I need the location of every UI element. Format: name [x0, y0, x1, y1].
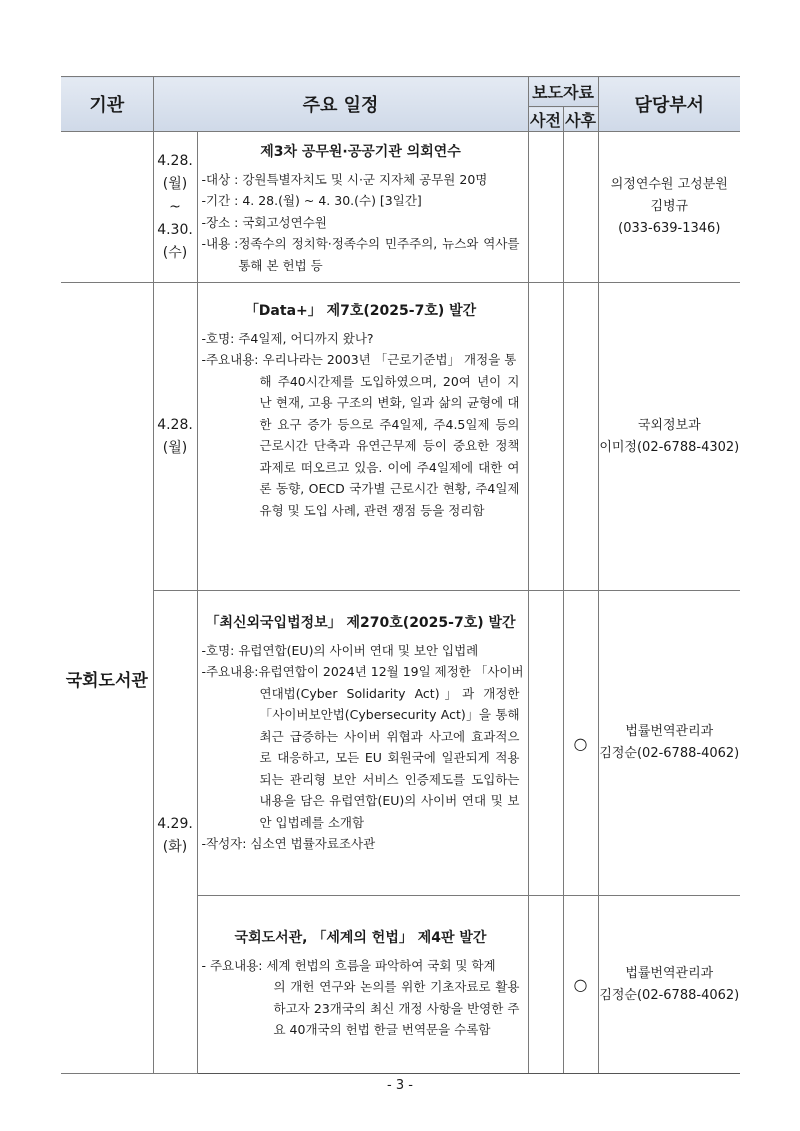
event-content-rest: 해 주40시간제를 도입하였으며, 20여 년이 지난 현재, 고용 구조의 변화, 일과 삶의 균형에 대한 요구 증가 등으로 주4일제, 주4.5일제 등의 근로시간 단축과 유연근무제 등이 중요한 정책 과제로 떠오르고 있음. 이에 주4일제에 대한 여론 동향, OECD 국가별 근로시간 현황, 주4일제 유형 및 도입 사례, 관련 쟁점 등을 정리함	[259, 373, 520, 518]
header-institution: 기관	[61, 77, 153, 132]
schedule-row	[61, 132, 740, 283]
event-content-rest: 연대법(Cyber Solidarity Act)」과 개정한 「사이버보안법(Cybersecurity Act)」을 통해 최근 급증하는 사이버 위협과 사고에 효과적으로 대응하고, 모든 EU 회원국에 일관되게 적용되는 관리형 보안 서비스 인증제도를 도입하는 내용을 담은 유럽연합(EU)의 사이버 연대 및 보안 입법례를 소개함	[259, 685, 520, 830]
date-cell: 4.28. (월) ~ 4.30. (수)	[153, 132, 197, 283]
press-after-mark: ○	[563, 591, 598, 896]
press-after-mark: ○	[563, 896, 598, 1074]
press-before-cell	[528, 132, 563, 283]
event-title: 「최신외국입법정보」 제270호(2025-7호) 발간	[205, 615, 516, 631]
schedule-table	[61, 76, 740, 1074]
event-content-first: - 주요내용: 세계 헌법의 흐름을 파악하여 국회 및 학계	[201, 957, 496, 973]
event-title: 국회도서관, 「세계의 헌법」 제4판 발간	[234, 930, 487, 946]
department-cell: 국외정보과 이미정(02-6788-4302)	[598, 283, 740, 591]
event-cell	[197, 283, 528, 591]
event-line: -기간 : 4. 28.(월) ~ 4. 30.(수) [3일간]	[201, 193, 422, 208]
header-press-before: 사전	[528, 107, 563, 132]
event-line: -대상 : 강원특별자치도 및 시·군 지자체 공무원 20명	[201, 171, 488, 187]
event-cell	[197, 591, 528, 896]
event-cell	[197, 896, 528, 1074]
department-cell: 법률번역관리과 김정순(02-6788-4062)	[598, 896, 740, 1074]
event-title: 제3차 공무원·공공기관 의회연수	[260, 144, 461, 160]
header-department: 담당부서	[598, 77, 740, 132]
press-before-cell	[528, 896, 563, 1074]
event-content-first: -주요내용: 우리나라는 2003년 「근로기준법」 개정을 통	[201, 352, 517, 367]
press-before-cell	[528, 591, 563, 896]
event-content-rest: 의 개헌 연구와 논의를 위한 기초자료로 활용하고자 23개국의 최신 개정 사항을 반영한 주요 40개국의 헌법 한글 번역문을 수록함	[273, 979, 520, 1037]
event-line: -장소 : 국회고성연수원	[201, 214, 327, 230]
department-cell: 의정연수원 고성분원 김병규 (033-639-1346)	[598, 132, 740, 283]
date-cell: 4.28. (월)	[153, 283, 197, 591]
header-press-after: 사후	[563, 107, 598, 132]
press-after-cell	[563, 283, 598, 591]
event-content: -내용 : 정족수의 정치학·정족수의 민주주의, 뉴스와 역사를 통해 본 헌법 등	[201, 236, 520, 273]
event-line: -호명: 유럽연합(EU)의 사이버 연대 및 보안 입법례	[201, 642, 479, 658]
date-cell: 4.29. (화)	[153, 591, 197, 1074]
header-schedule: 주요 일정	[153, 77, 528, 132]
institution-name: 국회도서관	[61, 283, 153, 1074]
press-after-cell	[563, 132, 598, 283]
institution-cell-empty	[61, 132, 153, 283]
event-author: -작성자: 심소연 법률자료조사관	[201, 836, 376, 851]
event-line: -호명: 주4일제, 어디까지 왔나?	[201, 330, 374, 346]
page-number: - 3 -	[387, 1078, 413, 1093]
schedule-row	[61, 591, 740, 896]
header-press: 보도자료	[528, 77, 598, 107]
event-cell	[197, 132, 528, 283]
press-before-cell	[528, 283, 563, 591]
schedule-row	[61, 283, 740, 591]
header-row	[61, 77, 740, 107]
event-title: 「Data+」 제7호(2025-7호) 발간	[244, 303, 477, 319]
event-content-first: -주요내용:유럽연합이 2024년 12월 19일 제정한 「사이버	[201, 664, 524, 679]
department-cell: 법률번역관리과 김정순(02-6788-4062)	[598, 591, 740, 896]
